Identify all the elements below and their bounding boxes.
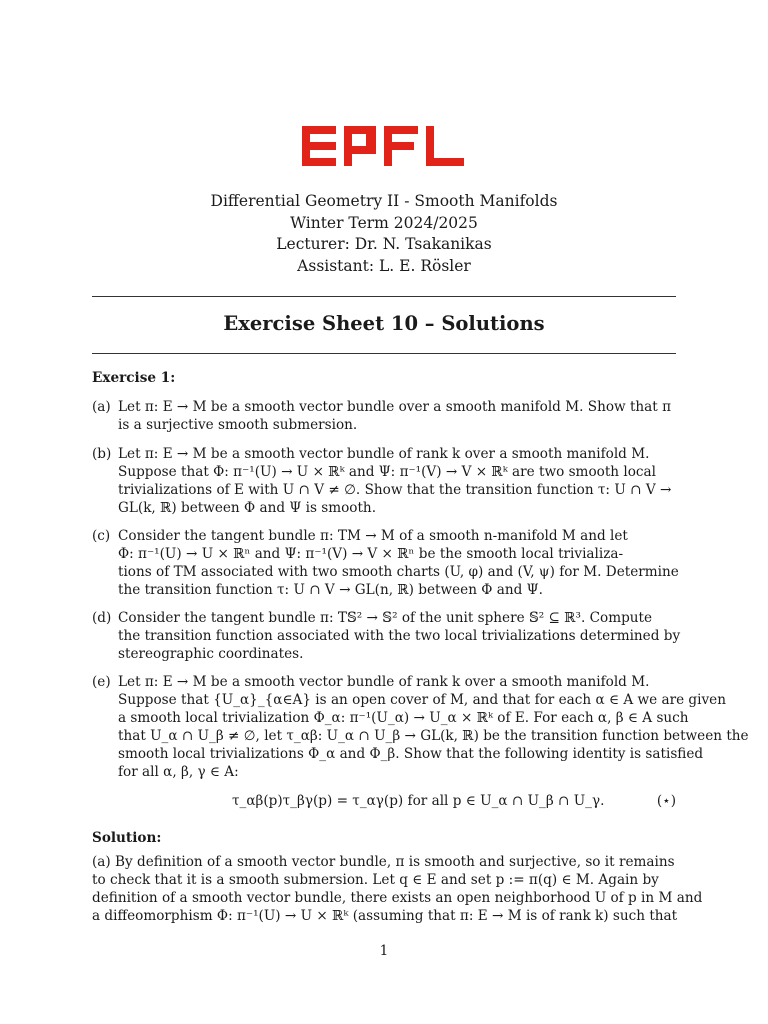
item-line: for all α, β, γ ∈ A:: [118, 764, 239, 780]
epfl-logo-graphic: [300, 124, 468, 168]
solution-line: to check that it is a smooth submersion. Let q ∈ E and set p := π(q) ∈ M. Again by: [92, 872, 659, 888]
item-line: Suppose that {U_α}_{α∈A} is an open cover of M, and that for each α ∈ A we are given: [118, 692, 726, 708]
item-line: Consider the tangent bundle π: T𝕊² → 𝕊² of the unit sphere 𝕊² ⊆ ℝ³. Compute: [118, 610, 653, 626]
course-term: Winter Term 2024/2025: [290, 213, 478, 232]
solution-text: [92, 853, 703, 925]
page-number: 1: [379, 943, 389, 959]
item-line: Let π: E → M be a smooth vector bundle of rank k over a smooth manifold M.: [118, 446, 650, 462]
item-line: GL(k, ℝ) between Φ and Ψ is smooth.: [118, 500, 377, 516]
course-title: Differential Geometry II - Smooth Manifolds: [210, 192, 558, 210]
solution-heading: Solution:: [92, 830, 162, 846]
bottom-rule: [92, 353, 676, 354]
item-line: is a surjective smooth submersion.: [118, 417, 358, 433]
item-label: (e): [92, 674, 111, 690]
exercise-item-e: [92, 673, 749, 781]
item-label: (d): [92, 610, 112, 626]
course-info: [0, 191, 768, 277]
item-line: stereographic coordinates.: [118, 646, 304, 662]
sheet-title: Exercise Sheet 10 – Solutions: [223, 312, 545, 335]
equation-formula: τ_αβ(p)τ_βγ(p) = τ_αγ(p) for all p ∈ U_α ∩ U_β ∩ U_γ.: [232, 793, 605, 809]
course-assistant: Assistant: L. E. Rösler: [297, 256, 471, 275]
item-line: the transition function τ: U ∩ V → GL(n, ℝ) between Φ and Ψ.: [118, 582, 543, 598]
solution-line: a diffeomorphism Φ: π⁻¹(U) → U × ℝᵏ (assuming that π: E → M is of rank k) such that: [92, 908, 678, 924]
item-label: (a): [92, 399, 111, 415]
item-label: (c): [92, 528, 111, 544]
epfl-logo: [300, 124, 468, 168]
item-line: Let π: E → M be a smooth vector bundle over a smooth manifold M. Show that π: [118, 399, 672, 415]
item-line: Φ: π⁻¹(U) → U × ℝⁿ and Ψ: π⁻¹(V) → V × ℝⁿ be the smooth local trivializa-: [118, 546, 624, 562]
item-line: Consider the tangent bundle π: TM → M of a smooth n-manifold M and let: [118, 528, 628, 544]
item-line: tions of TM associated with two smooth charts (U, φ) and (V, ψ) for M. Determine: [118, 564, 679, 580]
item-line: Suppose that Φ: π⁻¹(U) → U × ℝᵏ and Ψ: π⁻¹(V) → V × ℝᵏ are two smooth local: [118, 464, 656, 480]
item-line: smooth local trivializations Φ_α and Φ_β. Show that the following identity is satisfied: [118, 746, 704, 762]
equation-tag: (⋆): [656, 793, 676, 809]
exercise-item-d: [92, 609, 681, 663]
solution-line: definition of a smooth vector bundle, there exists an open neighborhood U of p in M and: [92, 890, 703, 906]
item-line: trivializations of E with U ∩ V ≠ ∅. Show that the transition function τ: U ∩ V →: [118, 482, 672, 498]
item-line: Let π: E → M be a smooth vector bundle of rank k over a smooth manifold M.: [118, 674, 650, 690]
item-line: a smooth local trivialization Φ_α: π⁻¹(U_α) → U_α × ℝᵏ of E. For each α, β ∈ A such: [118, 710, 689, 726]
course-lecturer: Lecturer: Dr. N. Tsakanikas: [276, 235, 492, 253]
item-label: (b): [92, 446, 112, 462]
item-line: that U_α ∩ U_β ≠ ∅, let τ_αβ: U_α ∩ U_β → GL(k, ℝ) be the transition function between the: [118, 728, 749, 744]
exercise-heading: Exercise 1:: [92, 370, 176, 386]
exercise-item-b: [92, 445, 676, 517]
item-line: the transition function associated with the two local trivializations determined by: [118, 628, 681, 644]
exercise-item-c: [92, 527, 679, 599]
exercise-item-a: [92, 398, 676, 434]
solution-line: (a) By definition of a smooth vector bundle, π is smooth and surjective, so it remains: [92, 854, 675, 870]
top-rule: [92, 296, 676, 297]
